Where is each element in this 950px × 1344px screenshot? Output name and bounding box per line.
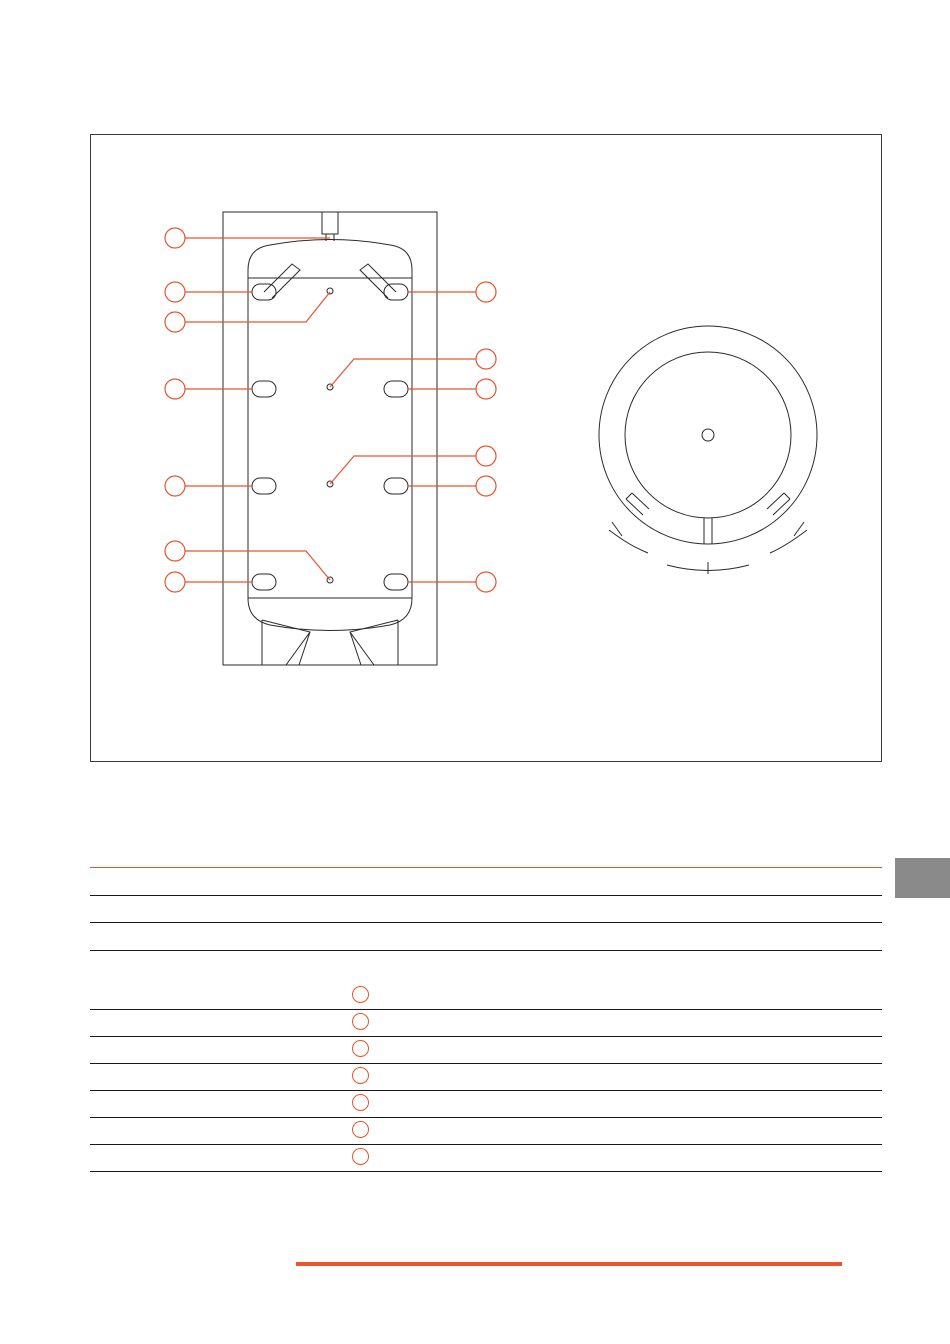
pipe-top-left bbox=[264, 264, 300, 298]
angle-arc-right bbox=[770, 530, 807, 553]
callout-marker bbox=[476, 446, 496, 466]
section-tab bbox=[895, 858, 950, 898]
center-port bbox=[702, 429, 714, 441]
table-row bbox=[90, 867, 882, 896]
tank-leg-left bbox=[262, 620, 310, 665]
table-row bbox=[90, 1036, 882, 1064]
row-callout-marker bbox=[352, 1067, 369, 1084]
callout-marker bbox=[476, 572, 496, 592]
radial-stub-right bbox=[767, 493, 790, 515]
footer-accent-bar bbox=[296, 1262, 842, 1266]
row-callout-marker bbox=[352, 1040, 369, 1057]
table-row bbox=[90, 950, 882, 1010]
callout-marker bbox=[165, 282, 185, 302]
table-row bbox=[90, 1117, 882, 1145]
table-row bbox=[90, 1090, 882, 1118]
row-callout-marker bbox=[352, 1121, 369, 1138]
callout-marker bbox=[165, 379, 185, 399]
callout-marker bbox=[165, 476, 185, 496]
inner-ring bbox=[625, 352, 791, 518]
callout-marker bbox=[476, 476, 496, 496]
row-callout-marker bbox=[352, 1013, 369, 1030]
callout-marker bbox=[165, 572, 185, 592]
row-callout-marker bbox=[352, 986, 369, 1003]
tank-jacket bbox=[223, 212, 437, 665]
radial-stub-bottom bbox=[704, 518, 712, 544]
table-row bbox=[90, 895, 882, 923]
top-nozzle bbox=[322, 212, 338, 234]
callout-marker bbox=[165, 541, 185, 561]
pipe-top-right bbox=[360, 264, 396, 298]
row-callout-marker bbox=[352, 1148, 369, 1165]
callout-marker bbox=[476, 349, 496, 369]
table-row bbox=[90, 1009, 882, 1037]
connection-stubs bbox=[252, 284, 408, 590]
table-row bbox=[90, 1144, 882, 1172]
callout-markers bbox=[165, 228, 496, 592]
radial-stub-left bbox=[626, 493, 649, 515]
callout-marker bbox=[165, 228, 185, 248]
callout-marker bbox=[476, 379, 496, 399]
tank-side-view bbox=[223, 212, 437, 665]
tank-leg-right bbox=[350, 620, 398, 665]
table-row bbox=[90, 922, 882, 951]
callout-marker bbox=[476, 282, 496, 302]
table-row bbox=[90, 1063, 882, 1091]
tank-top-view bbox=[599, 326, 817, 574]
row-callout-marker bbox=[352, 1094, 369, 1111]
outer-ring bbox=[599, 326, 817, 544]
callout-marker bbox=[165, 312, 185, 332]
angle-arc-left bbox=[609, 530, 648, 553]
